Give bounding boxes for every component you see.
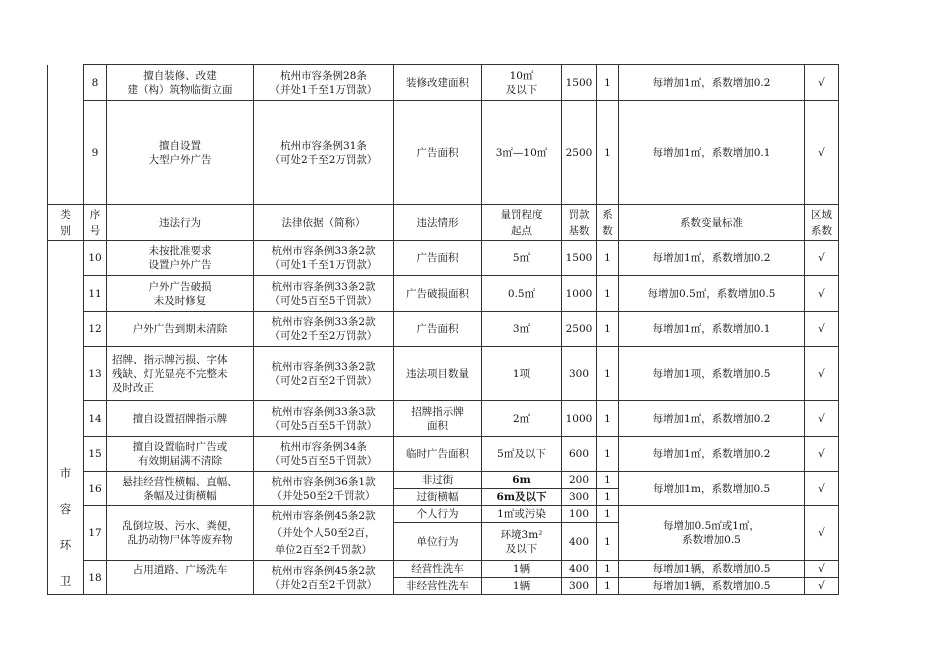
legal-basis: 杭州市容条例33条2款 （可处5百至5千罚款）	[254, 276, 394, 312]
header-act: 违法行为	[107, 205, 254, 241]
penalty-start: 3㎡—10㎡	[482, 101, 562, 205]
header-basis: 法律依据（简称）	[254, 205, 394, 241]
penalty-start: 2㎡	[482, 401, 562, 437]
region-coefficient: √	[805, 347, 839, 401]
violation-act: 擅自装修、改建 建（构）筑物临街立面	[107, 65, 254, 101]
penalty-start: 1辆	[482, 561, 562, 578]
header-start: 量罚程度 起点	[482, 205, 562, 241]
legal-basis: 杭州市容条例33条3款 （可处5百至5千罚款）	[254, 401, 394, 437]
fine-base: 2500	[562, 312, 597, 347]
violation-act: 悬挂经营性横幅、直幅、 条幅及过街横幅	[107, 472, 254, 506]
penalty-table	[47, 64, 839, 595]
category-cell-blank	[48, 65, 84, 205]
violation-act: 乱倒垃圾、污水、粪便， 乱扔动物尸体等废弃物	[107, 506, 254, 561]
table-row	[48, 401, 839, 437]
penalty-start: 1辆	[482, 578, 562, 595]
header-number: 序 号	[84, 205, 107, 241]
region-coefficient: √	[805, 472, 839, 506]
legal-basis: 杭州市容条例33条2款 （可处2百至2千罚款）	[254, 347, 394, 401]
penalty-start: 3㎡	[482, 312, 562, 347]
coefficient: 1	[597, 276, 619, 312]
region-coefficient: √	[805, 276, 839, 312]
penalty-start: 10㎡ 及以下	[482, 65, 562, 101]
violation-situation: 广告破损面积	[394, 276, 482, 312]
region-coefficient: √	[805, 401, 839, 437]
table-row	[48, 312, 839, 347]
row-number: 14	[84, 401, 107, 437]
fine-base: 300	[562, 489, 597, 506]
row-number: 13	[84, 347, 107, 401]
fine-base: 1500	[562, 65, 597, 101]
coefficient: 1	[597, 401, 619, 437]
header-coef: 系 数	[597, 205, 619, 241]
legal-basis: 杭州市容条例45条2款 （并处2百至2千罚款）	[254, 561, 394, 595]
table-row	[48, 276, 839, 312]
penalty-start: 5㎡	[482, 241, 562, 276]
violation-situation: 广告面积	[394, 101, 482, 205]
violation-act: 擅自设置 大型户外广告	[107, 101, 254, 205]
legal-basis: 杭州市容条例31条 （可处2千至2万罚款）	[254, 101, 394, 205]
coefficient: 1	[597, 561, 619, 578]
row-number: 9	[84, 101, 107, 205]
fine-base: 400	[562, 523, 597, 561]
violation-situation: 过街横幅	[394, 489, 482, 506]
header-category: 类 别	[48, 205, 84, 241]
fine-base: 100	[562, 506, 597, 523]
table-row	[48, 347, 839, 401]
row-number: 10	[84, 241, 107, 276]
coefficient-standard: 每增加1项，系数增加0.5	[619, 347, 805, 401]
coefficient-standard: 每增加0.5㎡或1㎡， 系数增加0.5	[619, 506, 805, 561]
penalty-start: 0.5㎡	[482, 276, 562, 312]
coefficient: 1	[597, 523, 619, 561]
penalty-start: 1项	[482, 347, 562, 401]
fine-base: 600	[562, 437, 597, 472]
category-label: 市 容 环 卫	[48, 241, 84, 595]
coefficient-standard: 每增加1㎡，系数增加0.2	[619, 401, 805, 437]
violation-situation: 装修改建面积	[394, 65, 482, 101]
violation-situation: 临时广告面积	[394, 437, 482, 472]
violation-situation: 非经营性洗车	[394, 578, 482, 595]
penalty-start: 1㎡或污染	[482, 506, 562, 523]
table-row	[48, 437, 839, 472]
violation-act: 招牌、指示牌污损、字体 残缺、灯光显亮不完整未 及时改正	[107, 347, 254, 401]
table-row	[48, 561, 839, 578]
header-standard: 系数变量标准	[619, 205, 805, 241]
row-number: 8	[84, 65, 107, 101]
region-coefficient: √	[805, 101, 839, 205]
coefficient-standard: 每增加1㎡，系数增加0.2	[619, 437, 805, 472]
legal-basis: 杭州市容条例34条 （可处5百至5千罚款）	[254, 437, 394, 472]
header-base: 罚款 基数	[562, 205, 597, 241]
violation-situation: 广告面积	[394, 241, 482, 276]
violation-situation: 广告面积	[394, 312, 482, 347]
region-coefficient: √	[805, 578, 839, 595]
row-number: 15	[84, 437, 107, 472]
coefficient: 1	[597, 472, 619, 489]
violation-situation: 招牌指示牌 面积	[394, 401, 482, 437]
penalty-start: 5㎡及以下	[482, 437, 562, 472]
legal-basis: 杭州市容条例36条1款 （并处50至2千罚款）	[254, 472, 394, 506]
coefficient: 1	[597, 506, 619, 523]
coefficient-standard: 每增加1辆，系数增加0.5	[619, 578, 805, 595]
fine-base: 300	[562, 347, 597, 401]
region-coefficient: √	[805, 241, 839, 276]
table-row	[48, 65, 839, 101]
legal-basis: 杭州市容条例45条2款 （并处个人50至2百， 单位2百至2千罚款）	[254, 506, 394, 561]
row-number: 16	[84, 472, 107, 506]
row-number: 11	[84, 276, 107, 312]
coefficient: 1	[597, 437, 619, 472]
legal-basis: 杭州市容条例33条2款 （可处1千至1万罚款）	[254, 241, 394, 276]
region-coefficient: √	[805, 506, 839, 561]
violation-act: 擅自设置招牌指示牌	[107, 401, 254, 437]
violation-act: 户外广告到期未清除	[107, 312, 254, 347]
violation-situation: 违法项目数量	[394, 347, 482, 401]
coefficient: 1	[597, 101, 619, 205]
legal-basis: 杭州市容条例28条 （并处1千至1万罚款）	[254, 65, 394, 101]
table-row	[48, 241, 839, 276]
coefficient: 1	[597, 347, 619, 401]
violation-situation: 非过街	[394, 472, 482, 489]
violation-act: 占用道路、广场洗车	[107, 561, 254, 595]
table-row	[48, 101, 839, 205]
violation-act: 户外广告破损 未及时修复	[107, 276, 254, 312]
coefficient-standard: 每增加1辆，系数增加0.5	[619, 561, 805, 578]
fine-base: 1500	[562, 241, 597, 276]
coefficient-standard: 每增加1㎡，系数增加0.2	[619, 65, 805, 101]
region-coefficient: √	[805, 437, 839, 472]
table-header-row	[48, 205, 839, 241]
penalty-start: 6m	[482, 472, 562, 489]
row-number: 18	[84, 561, 107, 595]
fine-base: 1000	[562, 276, 597, 312]
fine-base: 400	[562, 561, 597, 578]
penalty-start: 环境3m² 及以下	[482, 523, 562, 561]
header-situation: 违法情形	[394, 205, 482, 241]
fine-base: 300	[562, 578, 597, 595]
region-coefficient: √	[805, 65, 839, 101]
coefficient: 1	[597, 489, 619, 506]
legal-basis: 杭州市容条例33条2款 （可处2千至2万罚款）	[254, 312, 394, 347]
coefficient: 1	[597, 578, 619, 595]
coefficient-standard: 每增加0.5㎡，系数增加0.5	[619, 276, 805, 312]
table-row	[48, 472, 839, 489]
violation-situation: 个人行为	[394, 506, 482, 523]
violation-situation: 经营性洗车	[394, 561, 482, 578]
region-coefficient: √	[805, 561, 839, 578]
coefficient-standard: 每增加1m，系数增加0.5	[619, 472, 805, 506]
coefficient-standard: 每增加1㎡，系数增加0.2	[619, 241, 805, 276]
region-coefficient: √	[805, 312, 839, 347]
coefficient-standard: 每增加1㎡，系数增加0.1	[619, 312, 805, 347]
coefficient-standard: 每增加1㎡，系数增加0.1	[619, 101, 805, 205]
row-number: 12	[84, 312, 107, 347]
penalty-start: 6m及以下	[482, 489, 562, 506]
table-row	[48, 506, 839, 523]
coefficient: 1	[597, 241, 619, 276]
fine-base: 2500	[562, 101, 597, 205]
violation-situation: 单位行为	[394, 523, 482, 561]
row-number: 17	[84, 506, 107, 561]
coefficient: 1	[597, 312, 619, 347]
header-region: 区域 系数	[805, 205, 839, 241]
coefficient: 1	[597, 65, 619, 101]
fine-base: 1000	[562, 401, 597, 437]
violation-act: 擅自设置临时广告或 有效期届满不清除	[107, 437, 254, 472]
fine-base: 200	[562, 472, 597, 489]
violation-act: 未按批准要求 设置户外广告	[107, 241, 254, 276]
